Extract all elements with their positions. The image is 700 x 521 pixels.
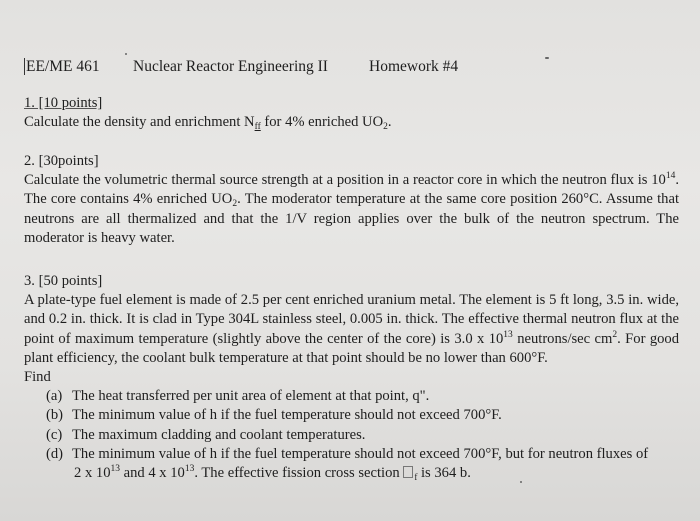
question-3-heading: 3. [50 points] — [24, 273, 103, 289]
course-code: EE/ME 461 — [26, 58, 100, 75]
speck-mark — [520, 481, 522, 483]
question-1-heading: 1. [10 points] — [24, 95, 103, 111]
question-3-text: A plate-type fuel element is made of 2.5 per cent enriched uranium metal. The element is 5 ft long, 3.5 in. wide, and 0.2 in. thick. It is clad in Type 304L stainless steel, 0.005 in. thick. The effective thermal neutron flux at the point of maximum temperature (slightly above the center of the core) is 3.0 x $10^{13}$ neutrons/sec $cm^2$. For good plant efficiency, the coolant bulk temperature at that point should be no lower than 600°F. — [24, 292, 680, 366]
subpart-c: (c) The maximum cladding and coolant temperatures. — [46, 426, 366, 443]
homework-number: Homework #4 — [369, 58, 459, 75]
question-3-subparts — [24, 387, 679, 483]
speck-mark — [125, 53, 127, 55]
subpart-d: (d) The minimum value of h if the fuel temperature should not exceed 700°F, but for neutron fluxes of 2 x $10^{13}$ and 4 x $10^{13}$. The effective fission cross section $_f$ is 364 b. — [24, 445, 679, 483]
question-1-text: Calculate the density and enrichment $N_{ff}$ for 4% enriched $UO_2$. — [24, 114, 392, 133]
question-1 — [24, 94, 679, 132]
subpart-a: (a) The heat transferred per unit area of element at that point, q". — [46, 388, 430, 405]
course-title: Nuclear Reactor Engineering II — [133, 58, 328, 75]
subpart-b: (b) The minimum value of h if the fuel temperature should not exceed 700°F. — [46, 407, 502, 424]
subpart-d-continuation: 2 x $10^{13}$ and 4 x $10^{13}$. The effective fission cross section $_f$ is 364 b. — [74, 464, 471, 483]
question-3-find: Find — [24, 369, 51, 386]
question-2-text: Calculate the volumetric thermal source strength at a position in a reactor core in which the neutron flux is $10^{14}$. The core contains 4% enriched $UO_2$. The moderator temperature at the same core position 260°C. Assume that neutrons are all thermalized and that the 1/V region applies over the bulk of the neutron spectrum. The moderator is heavy water. — [24, 171, 680, 246]
question-2-heading: 2. [30points] — [24, 153, 99, 169]
question-3 — [24, 272, 679, 483]
missing-sigma-glyph-icon — [403, 466, 413, 478]
question-2 — [24, 152, 679, 248]
speck-mark — [545, 57, 549, 59]
